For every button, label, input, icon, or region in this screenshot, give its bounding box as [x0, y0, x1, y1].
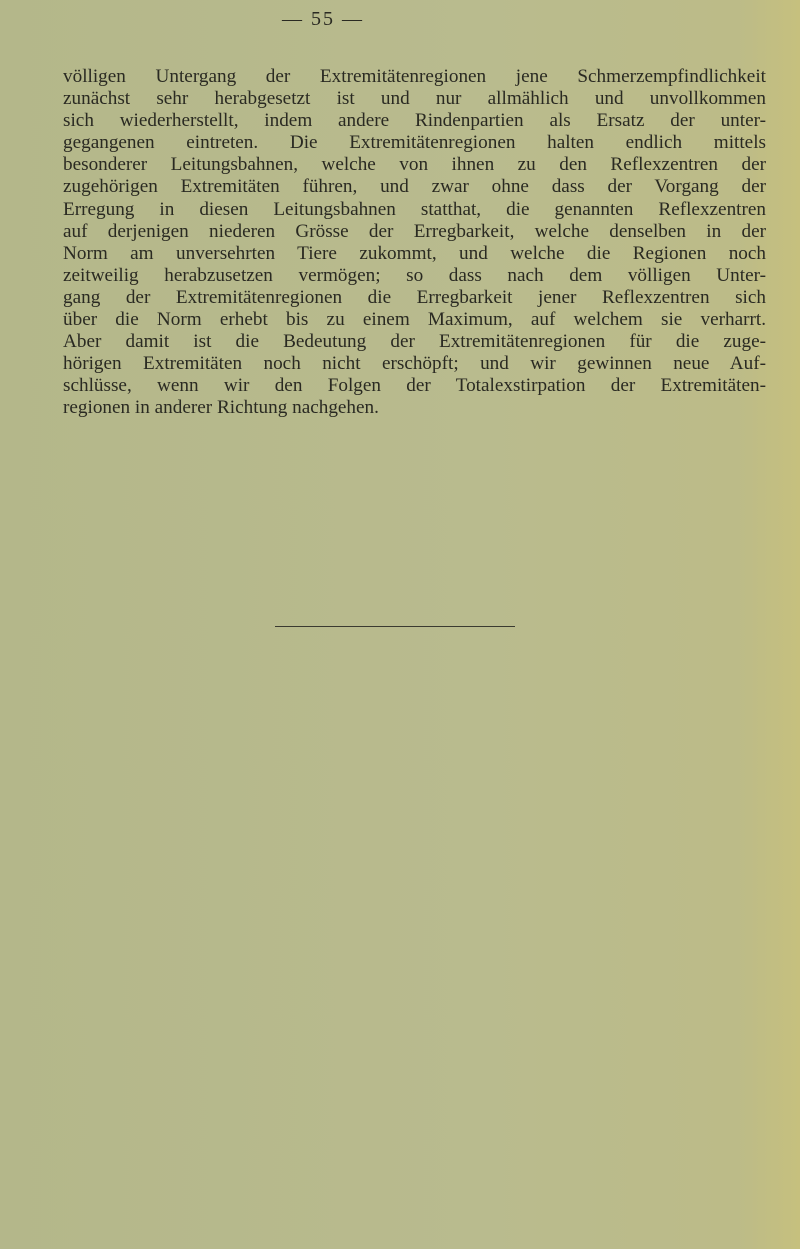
- text-line: Norm am unversehrten Tiere zukommt, und welche die Regionen noch: [63, 242, 766, 264]
- text-line: über die Norm erhebt bis zu einem Maximum, auf welchem sie verharrt.: [63, 309, 766, 331]
- text-line: zunächst sehr herabgesetzt ist und nur allmählich und unvollkommen: [63, 88, 766, 110]
- text-line: besonderer Leitungsbahnen, welche von ihnen zu den Reflexzentren der: [63, 154, 766, 176]
- text-line: gang der Extremitätenregionen die Erregbarkeit jener Reflexzentren sich: [63, 286, 766, 308]
- section-divider: [275, 626, 515, 627]
- text-line: zeitweilig herabzusetzen vermögen; so dass nach dem völligen Unter-: [63, 264, 766, 286]
- text-line: gegangenen eintreten. Die Extremitätenregionen halten endlich mittels: [63, 132, 766, 154]
- body-text: [63, 66, 766, 420]
- text-line: zugehörigen Extremitäten führen, und zwar ohne dass der Vorgang der: [63, 176, 766, 198]
- text-line: schlüsse, wenn wir den Folgen der Totalexstirpation der Extremitäten-: [63, 375, 766, 397]
- text-line: regionen in anderer Richtung nachgehen.: [63, 397, 379, 419]
- text-line: Erregung in diesen Leitungsbahnen statthat, die genannten Reflexzentren: [63, 198, 766, 220]
- text-line: sich wiederherstellt, indem andere Rindenpartien als Ersatz der unter-: [63, 110, 766, 132]
- text-line: Aber damit ist die Bedeutung der Extremitätenregionen für die zuge-: [63, 331, 766, 353]
- text-line: hörigen Extremitäten noch nicht erschöpft; und wir gewinnen neue Auf-: [63, 353, 766, 375]
- page-number: — 55 —: [282, 8, 364, 30]
- text-line: völligen Untergang der Extremitätenregionen jene Schmerzempfindlichkeit: [63, 66, 766, 87]
- text-line: auf derjenigen niederen Grösse der Erregbarkeit, welche denselben in der: [63, 220, 766, 242]
